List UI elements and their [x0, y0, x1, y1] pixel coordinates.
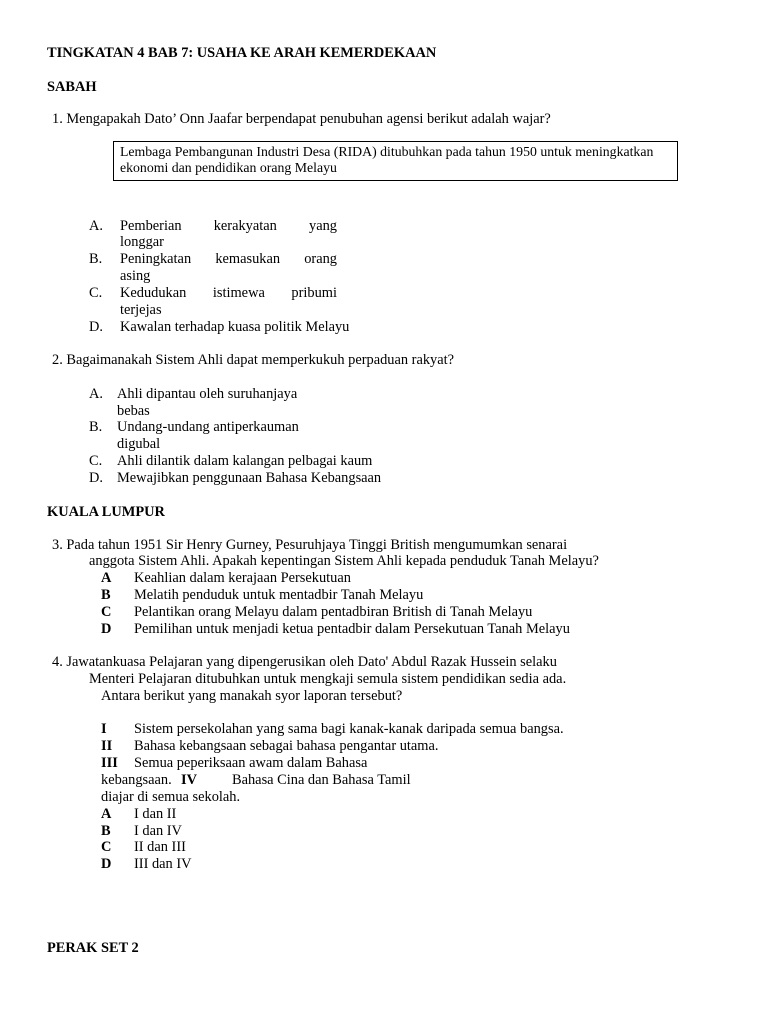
q1-option-b-word: orang [304, 251, 337, 267]
q2-option-b-continuation: digubal [117, 436, 161, 452]
q4-option-c-label: C [101, 839, 112, 855]
q1-option-a-label: A. [89, 218, 103, 234]
q4-statement-i-label: I [101, 721, 107, 737]
q3-option-d-label: D [101, 621, 112, 637]
question-3-stem-line-1: 3. Pada tahun 1951 Sir Henry Gurney, Pesuruhjaya Tinggi British mengumumkan senarai [52, 537, 568, 553]
question-4-stem-line-3: Antara berikut yang manakah syor laporan tersebut? [101, 688, 403, 704]
question-1-source-box [113, 141, 678, 181]
source-box-line-2: ekonomi dan pendidikan orang Melayu [120, 160, 337, 175]
q4-statement-iv-continuation: diajar di semua sekolah. [101, 789, 241, 805]
q2-option-d-text: Mewajibkan penggunaan Bahasa Kebangsaan [117, 470, 382, 486]
q1-option-a-continuation: longgar [120, 234, 164, 250]
q2-option-c-text: Ahli dilantik dalam kalangan pelbagai kaum [117, 453, 373, 469]
q4-option-a-text: I dan II [134, 806, 177, 822]
page-title: TINGKATAN 4 BAB 7: USAHA KE ARAH KEMERDEKAAN [47, 45, 437, 61]
q4-statement-i-text: Sistem persekolahan yang sama bagi kanak-kanak daripada semua bangsa. [134, 721, 564, 737]
q4-option-a-label: A [101, 806, 112, 822]
question-1-stem: 1. Mengapakah Dato’ Onn Jaafar berpendapat penubuhan agensi berikut adalah wajar? [52, 111, 551, 127]
q4-option-d-text: III dan IV [134, 856, 192, 872]
q1-option-c-word: Kedudukan [120, 285, 187, 301]
q1-option-c-label: C. [89, 285, 103, 301]
q3-option-d-text: Pemilihan untuk menjadi ketua pentadbir dalam Persekutuan Tanah Melayu [134, 621, 570, 637]
q3-option-c-text: Pelantikan orang Melayu dalam pentadbiran British di Tanah Melayu [134, 604, 533, 620]
q1-option-b-word: Peningkatan [120, 251, 192, 267]
q2-option-a-text: Ahli dipantau oleh suruhanjaya [117, 386, 298, 402]
q4-statement-iv-label: IV [181, 772, 197, 788]
section-heading-sabah: SABAH [47, 79, 97, 95]
q1-option-b-label: B. [89, 251, 103, 267]
q4-option-b-text: I dan IV [134, 823, 182, 839]
q4-option-c-text: II dan III [134, 839, 186, 855]
q2-option-b-label: B. [89, 419, 103, 435]
q4-statement-iii-label: III [101, 755, 118, 771]
q4-statement-iv-text: Bahasa Cina dan Bahasa Tamil [232, 772, 411, 788]
q3-option-a-label: A [101, 570, 112, 586]
q1-option-d-label: D. [89, 319, 103, 335]
q4-statement-ii-label: II [101, 738, 113, 754]
q4-option-d-label: D [101, 856, 112, 872]
q1-option-b-text [120, 251, 337, 268]
q2-option-b-text: Undang-undang antiperkauman [117, 419, 299, 435]
q1-option-c-word: pribumi [291, 285, 337, 301]
q2-option-a-label: A. [89, 386, 103, 402]
q4-option-b-label: B [101, 823, 111, 839]
q4-statement-iii-text: Semua peperiksaan awam dalam Bahasa [134, 755, 368, 771]
question-3-stem-line-2: anggota Sistem Ahli. Apakah kepentingan Sistem Ahli kepada penduduk Tanah Melayu? [89, 553, 599, 569]
q1-option-a-text [120, 218, 337, 235]
q4-statement-ii-text: Bahasa kebangsaan sebagai bahasa pengantar utama. [134, 738, 439, 754]
q1-option-a-word: yang [309, 218, 337, 234]
q3-option-b-text: Melatih penduduk untuk mentadbir Tanah Melayu [134, 587, 424, 603]
q1-option-c-continuation: terjejas [120, 302, 162, 318]
q1-option-a-word: Pemberian [120, 218, 182, 234]
q3-option-c-label: C [101, 604, 112, 620]
q3-option-a-text: Keahlian dalam kerajaan Persekutuan [134, 570, 351, 586]
q1-option-b-continuation: asing [120, 268, 151, 284]
q4-statement-iii-continuation: kebangsaan. [101, 772, 172, 788]
source-box-line-1: Lembaga Pembangunan Industri Desa (RIDA) ditubuhkan pada tahun 1950 untuk meningkatkan [120, 144, 654, 159]
q1-option-a-word: kerakyatan [213, 218, 277, 234]
question-2-stem: 2. Bagaimanakah Sistem Ahli dapat memperkukuh perpaduan rakyat? [52, 352, 455, 368]
section-heading-perak: PERAK SET 2 [47, 940, 139, 956]
q1-option-d-text: Kawalan terhadap kuasa politik Melayu [120, 319, 350, 335]
section-heading-kuala-lumpur: KUALA LUMPUR [47, 504, 165, 520]
q2-option-c-label: C. [89, 453, 103, 469]
q1-option-b-word: kemasukan [215, 251, 281, 267]
question-4-stem-line-2: Menteri Pelajaran ditubuhkan untuk mengkaji semula sistem pendidikan sedia ada. [89, 671, 567, 687]
question-4-stem-line-1: 4. Jawatankuasa Pelajaran yang dipengerusikan oleh Dato' Abdul Razak Hussein selaku [52, 654, 557, 670]
q1-option-c-text [120, 285, 337, 302]
q3-option-b-label: B [101, 587, 111, 603]
q1-option-c-word: istimewa [212, 285, 265, 301]
q2-option-a-continuation: bebas [117, 403, 150, 419]
q2-option-d-label: D. [89, 470, 103, 486]
